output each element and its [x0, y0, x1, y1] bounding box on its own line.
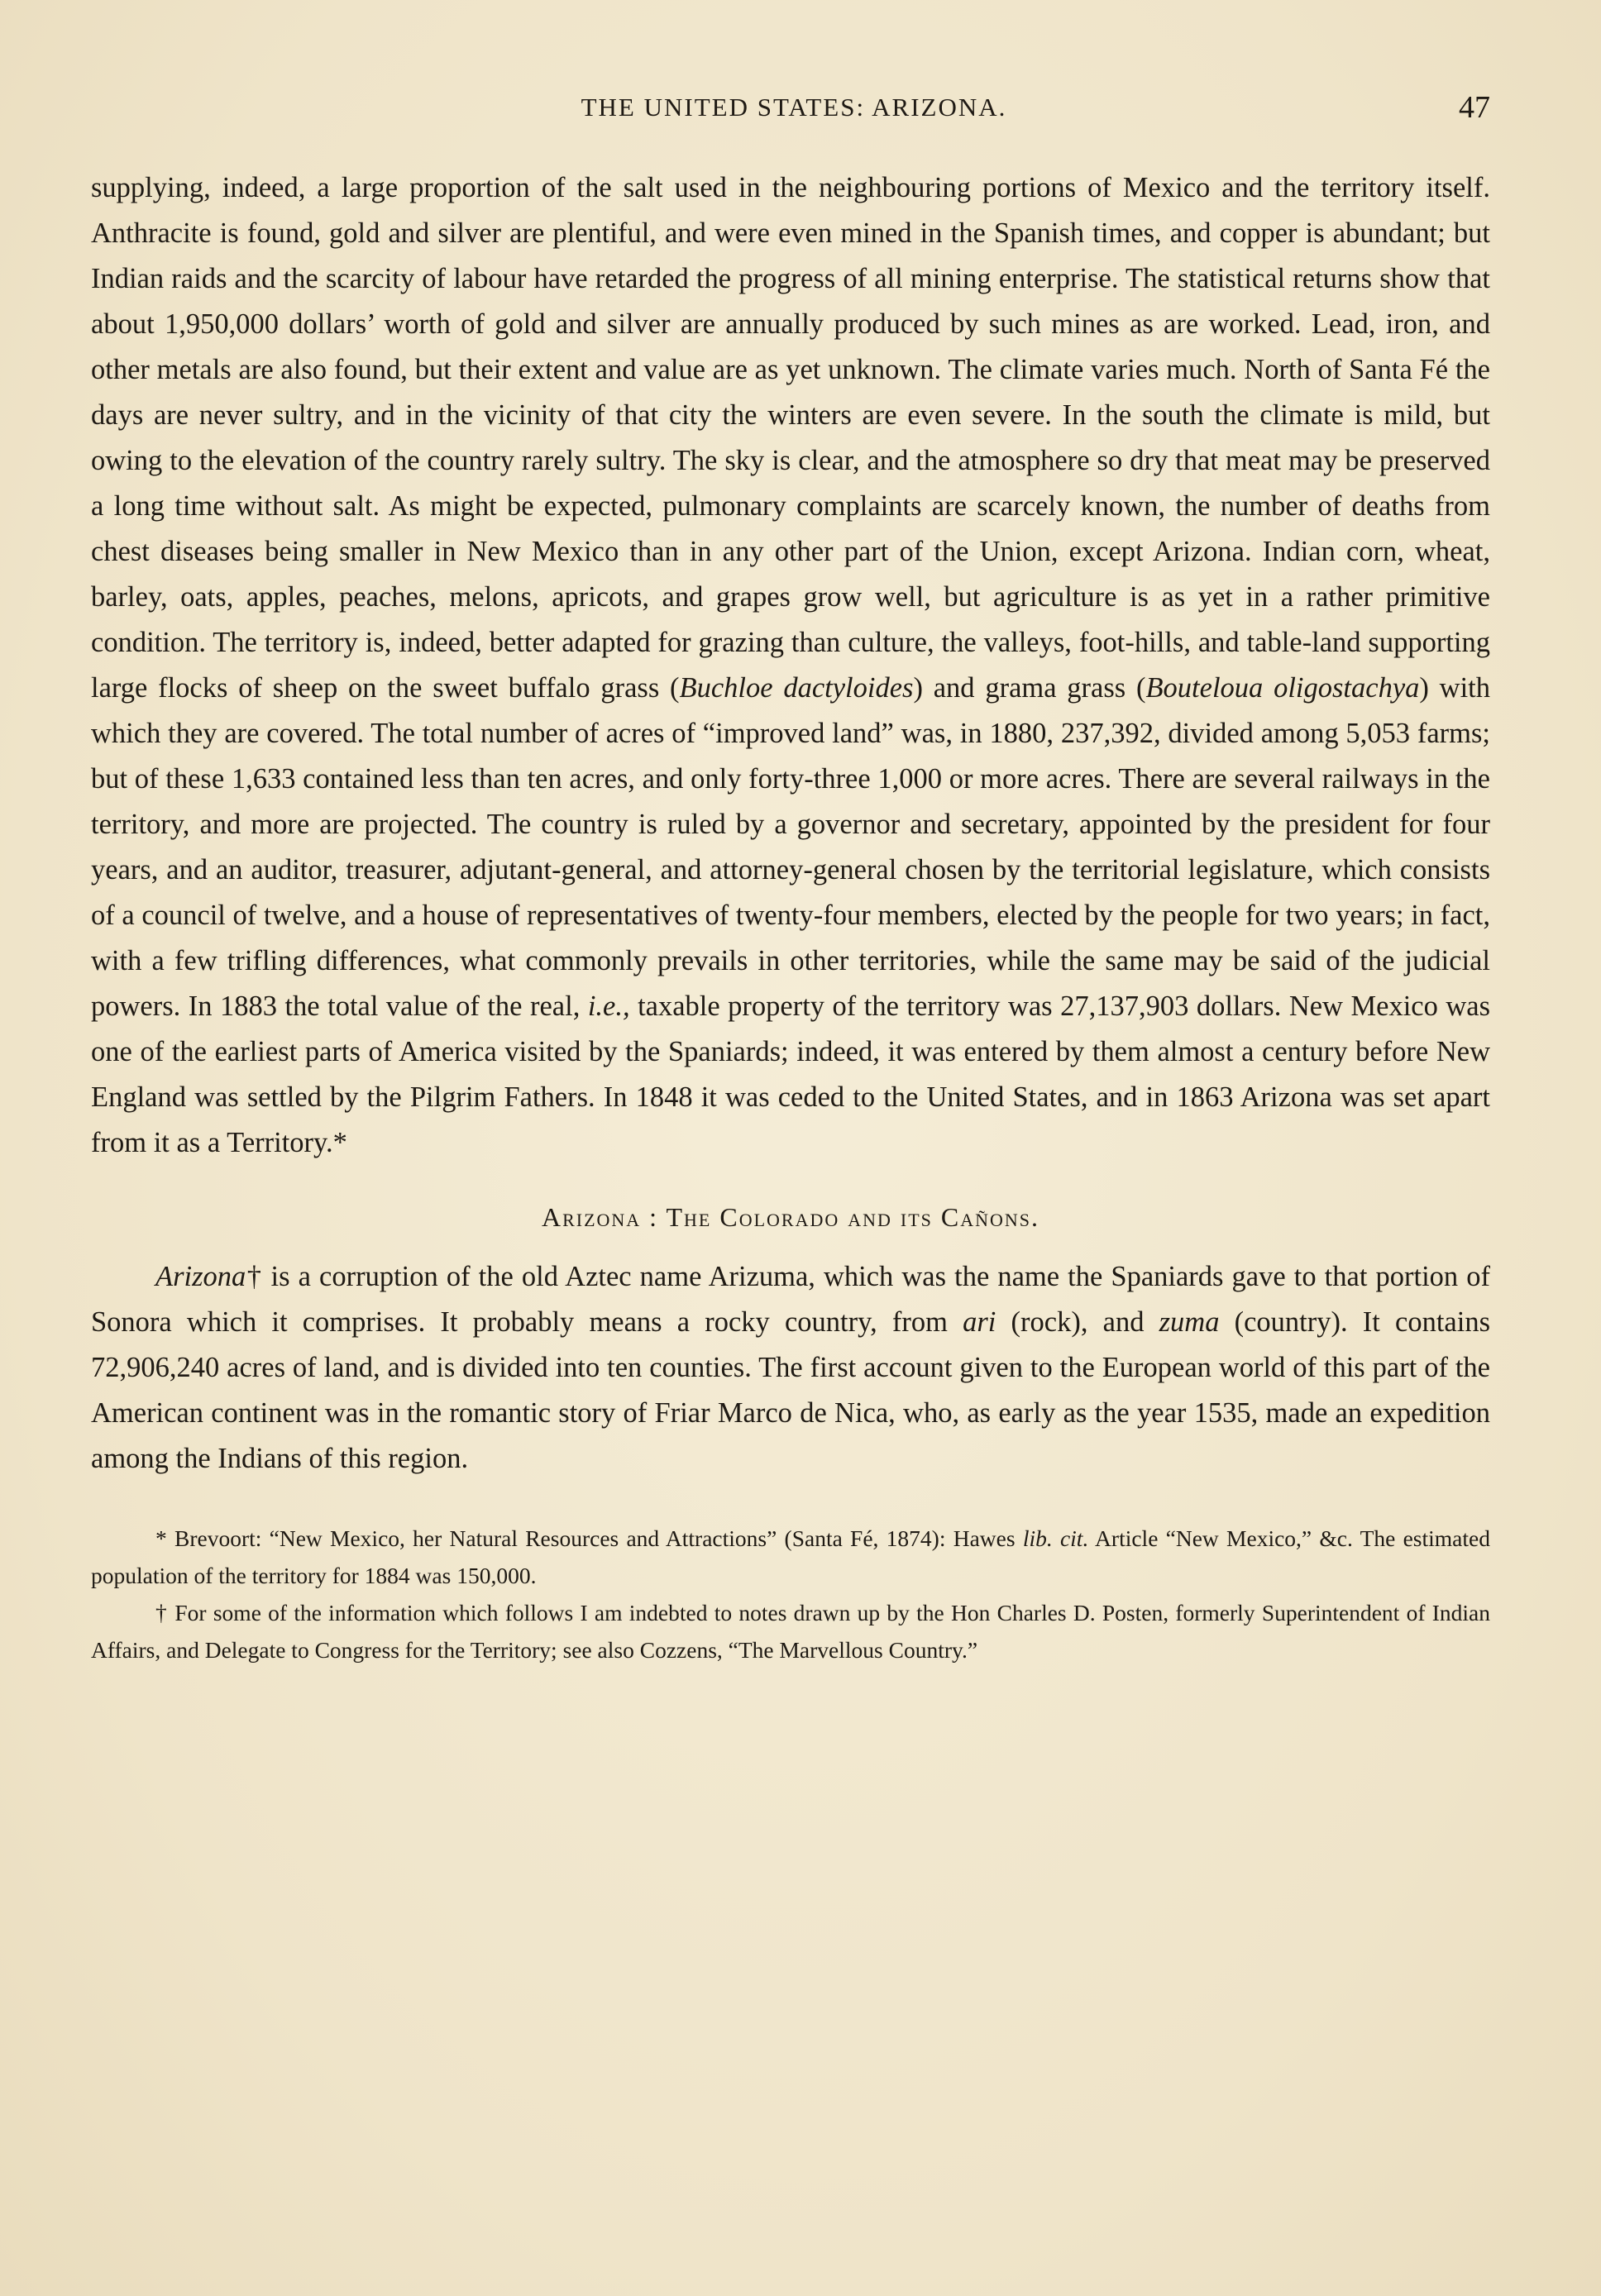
running-title: THE UNITED STATES: ARIZONA.: [581, 93, 1007, 122]
paragraph-2-italic-zuma: zuma: [1159, 1306, 1220, 1338]
section-heading: Arizona : The Colorado and its Cañons.: [541, 1202, 1040, 1232]
paragraph-1-text-1: supplying, indeed, a large proportion of the salt used in the neighbouring portions of Mexico and the territory itself. Anthracite is found, gold and silver are plentiful, and were even mined in the Spanish times, and copper is abundant; but Indian raids and the scarcity of labour have retarded the progress of all mining enterprise. The statistical returns show that about 1,950,000 dollars’ worth of gold and silver are annually produced by such mines as are worked. Lead, iron, and other metals are also found, but their extent and value are as yet unknown. The climate varies much. North of Santa Fé the days are never sultry, and in the vicinity of that city the winters are even severe. In the south the climate is mild, but owing to the elevation of the country rarely sultry. The sky is clear, and the atmosphere so dry that meat may be preserved a long time without salt. As might be expected, pulmonary complaints are scarcely known, the number of deaths from chest diseases being smaller in New Mexico than in any other part of the Union, except Arizona. Indian corn, wheat, barley, oats, apples, peaches, melons, apricots, and grapes grow well, but agriculture is as yet in a rather primitive condition. The territory is, indeed, better adapted for grazing than culture, the valleys, foot-hills, and table-land supporting large flocks of sheep on the sweet buffalo grass (: [91, 172, 1490, 704]
body-paragraph-1: [91, 165, 1490, 1166]
page-header: [91, 90, 1497, 142]
paragraph-1-text-3: ) with which they are covered. The total number of acres of “improved land” was, in 1880, 237,392, divided among 5,053 farms; but of these 1,633 contained less than ten acres, and only forty-three 1,000 or more acres. There are several railways in the territory, and more are projected. The country is ruled by a governor and secretary, appointed by the president for four years, and an auditor, treasurer, adjutant-general, and attorney-general chosen by the territorial legislature, which consists of a council of twelve, and a house of representatives of twenty-four members, elected by the people for two years; in fact, with a few trifling differences, what commonly prevails in other territories, while the same may be said of the judicial powers. In 1883 the total value of the real,: [91, 672, 1490, 1022]
footnote-1: [91, 1520, 1490, 1594]
paragraph-1-text-2: ) and grama grass (: [913, 672, 1146, 704]
footnote-1-text-1: * Brevoort: “New Mexico, her Natural Resources and Attractions” (Santa Fé, 1874): Hawes: [155, 1525, 1023, 1551]
footnote-1-italic: lib. cit.: [1022, 1525, 1089, 1551]
text-block: [91, 165, 1490, 1668]
paragraph-2-italic-ari: ari: [963, 1306, 996, 1338]
body-paragraph-2: [91, 1254, 1490, 1482]
footnote-gap: [91, 1482, 1490, 1520]
paragraph-1-italic-bouteloua: Bouteloua oligostachya: [1145, 672, 1420, 704]
paragraph-2-text-3: (country). It contains 72,906,240 acres of land, and is divided into ten counties. The first account given to the European world of this part of the American continent was in the romantic story of Friar Marco de Nica, who, as early as the year 1535, made an expedition among the Indians of this region.: [91, 1306, 1490, 1474]
footnote-2: † For some of the information which follows I am indebted to notes drawn up by the Hon Charles D. Posten, formerly Superintendent of Indian Affairs, and Delegate to Congress for the Territory; see also Cozzens, “The Marvellous Country.”: [91, 1600, 1490, 1663]
paragraph-1-text-4: taxable property of the territory was 27,137,903 dollars. New Mexico was one of the earliest parts of America visited by the Spaniards; indeed, it was entered by them almost a century before New England was settled by the Pilgrim Fathers. In 1848 it was ceded to the United States, and in 1863 Arizona was set apart from it as a Territory.*: [91, 990, 1490, 1158]
paragraph-1-italic-ie: i.e.,: [587, 990, 630, 1022]
page-number: 47: [1459, 90, 1490, 125]
footnote-1-text-2: Article “New Mexico,” &c. The estimated population of the territory for 1884 was 150,000.: [91, 1525, 1490, 1588]
paragraph-2-text-2: (rock), and: [996, 1306, 1159, 1338]
paragraph-2-italic-arizona: Arizona: [155, 1261, 246, 1292]
paragraph-2-text-1: † is a corruption of the old Aztec name Arizuma, which was the name the Spaniards gave to that portion of Sonora which it comprises. It probably means a rocky country, from: [91, 1261, 1490, 1338]
paragraph-1-italic-buchloe: Buchloe dactyloides: [679, 672, 914, 704]
